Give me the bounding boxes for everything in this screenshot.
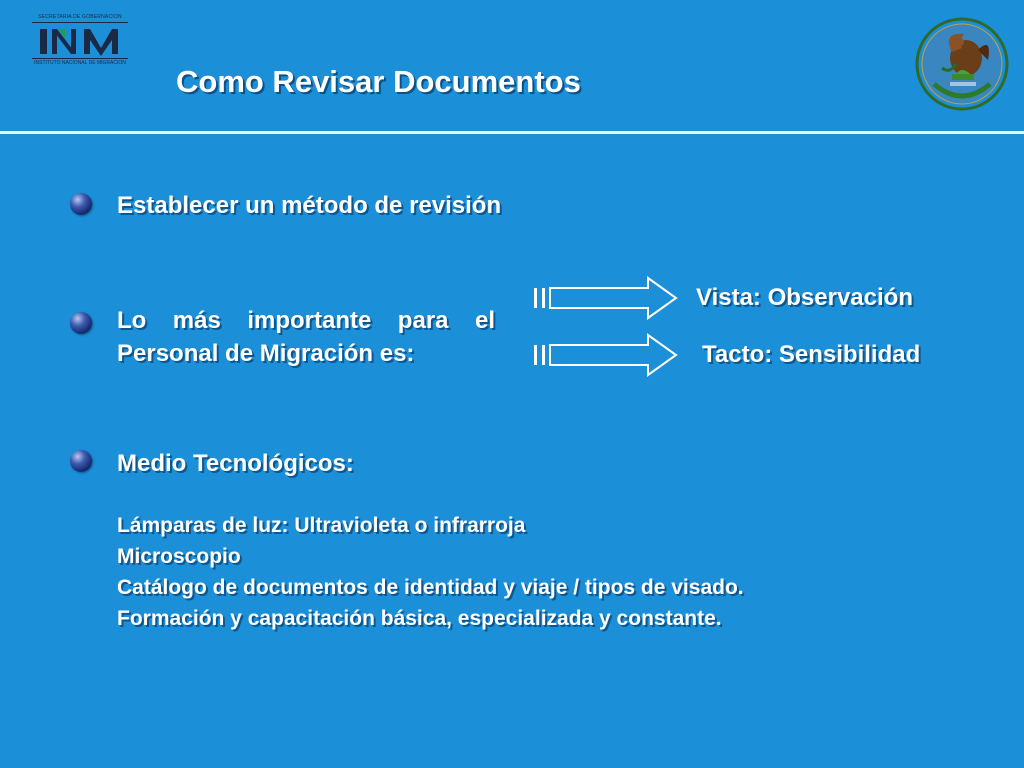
page-title: Como Revisar Documentos [176, 64, 581, 99]
bullet-icon [70, 193, 92, 215]
logo-top-text: SECRETARÍA DE GOBERNACIÓN [38, 14, 122, 20]
arrow-label-vista: Vista: Observación [696, 284, 913, 311]
title-divider [0, 131, 1024, 134]
list-item: Catálogo de documentos de identidad y viaje / tipos de visado. [117, 576, 744, 599]
bullet-text-important-line2: Personal de Migración es: [117, 340, 415, 367]
bullet-text-technologies: Medio Tecnológicos: [117, 450, 354, 477]
arrow-label-tacto: Tacto: Sensibilidad [702, 341, 921, 368]
bullet-icon [70, 312, 92, 334]
list-item: Lámparas de luz: Ultravioleta o infrarroja [117, 514, 526, 537]
right-arrow-icon [530, 276, 680, 320]
right-arrow-icon [530, 333, 680, 377]
inm-logo [26, 14, 134, 70]
list-item: Microscopio [117, 545, 241, 568]
technology-list [117, 510, 744, 634]
bullet-text-method: Establecer un método de revisión [117, 192, 502, 219]
mexican-coat-of-arms-icon [912, 12, 1012, 112]
bullet-icon [70, 450, 92, 472]
logo-divider [32, 22, 128, 23]
inm-logo-mark-icon [38, 26, 122, 56]
logo-divider [32, 58, 128, 59]
bullet-text-important-line1: Lo más importante para el [117, 307, 495, 334]
list-item: Formación y capacitación básica, especializada y constante. [117, 607, 722, 630]
logo-bottom-text: INSTITUTO NACIONAL DE MIGRACIÓN [34, 60, 126, 66]
